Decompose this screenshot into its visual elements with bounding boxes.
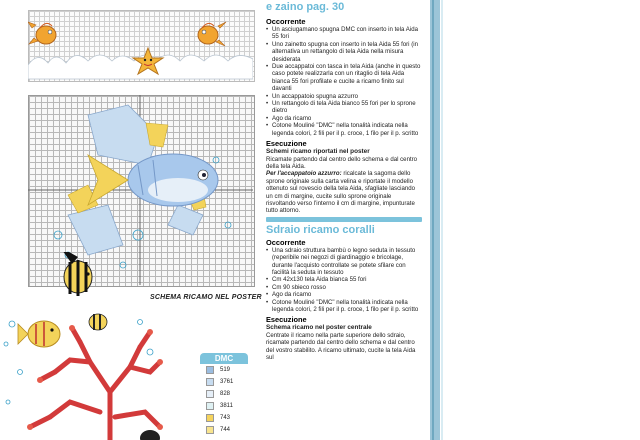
legend-swatch [206, 390, 214, 398]
materials-list [266, 26, 422, 137]
yellow-fish [18, 321, 60, 347]
section-heading: Esecuzione [266, 139, 307, 149]
list-item: • Un asciugamano spugna DMC con inserto in tela Aida 55 fori [266, 26, 422, 41]
legend-code: 519 [220, 367, 231, 373]
legend-swatch [206, 366, 214, 374]
fish-right [198, 22, 226, 46]
legend-swatch [206, 378, 214, 386]
legend-swatch [206, 402, 214, 410]
list-item: • Cotone Mouliné "DMC" nella tonalità indicata nella legenda colori, 2 fili per il p. croce, 1 filo per il p. scritto [266, 122, 422, 137]
legend-title: DMC [200, 353, 248, 364]
list-item: • Due accappatoi con tasca in tela Aida (anche in questo caso potete realizzarla con un ritaglio di tela Aida bianca 55 fori profilate e cucite a ricamo finito sul davanti [266, 63, 422, 93]
list-item: • Un rettangolo di tela Aida bianco 55 fori per lo sprone dietro [266, 100, 422, 115]
list-item: • Una sdraio struttura bambù o legno seduta in tessuto (reperibile nei negozi di giardinaggio e bricolage, durante l'acquisto controllate se potete sfilare con facilità la seduta in tessuto [266, 247, 422, 277]
legend-row [200, 412, 248, 424]
list-item: • Cotone Mouliné "DMC" nella tonalità indicata nella legenda colori, 2 fili per il p. croce, 1 filo per il p. scritto [266, 299, 422, 314]
subheading: Schema ricamo nel poster centrale [266, 324, 372, 332]
legend-row [200, 388, 248, 400]
spine-edge [441, 0, 443, 440]
section-divider [266, 217, 422, 222]
coral-and-fish-illustration [0, 252, 200, 440]
section-heading: Occorrente [266, 237, 306, 247]
materials-list [266, 247, 422, 314]
fish-body [128, 154, 218, 206]
legend-code: 3761 [220, 379, 234, 385]
paragraph: Centrate il ricamo nella parte superiore dello sdraio, ricamate partendo dal centro dello schema e dal centro del vostro stabilito. A ricamo ultimato, cucite la tela Aida sul [266, 331, 416, 362]
fish-left [28, 22, 56, 44]
list-item: • Uno zainetto spugna con inserto in tela Aida 55 fori (in alternativa un rettangolo di tela Aida nella misura desiderata [266, 41, 422, 63]
black-striped-fish [60, 252, 92, 296]
section-heading: Occorrente [266, 17, 306, 26]
paragraph-body: ricalcate la sagoma dello sprone originale sulla carta velina e riportate il modello ottenuto sul rovescio della tela Aida, sfagliate lasciando un cm di margine, cucite sullo sprone originale risvoltando verso l'interno il cm di margine, impunturate tutto attorno. [266, 170, 416, 215]
list-item: • Ago da ricamo [266, 115, 422, 122]
small-striped-fish [89, 314, 107, 330]
list-item: • Cm 42x130 tela Aida bianca 55 fori [266, 276, 422, 283]
legend-row [200, 364, 248, 376]
legend-code: 744 [220, 427, 231, 433]
spine-line [432, 0, 434, 440]
legend-swatch [206, 414, 214, 422]
page-title: e zaino pag. 30 [266, 1, 345, 13]
legend-swatch [206, 426, 214, 434]
list-item: • Un accappatoio spugna azzurro [266, 93, 422, 100]
subheading: Schemi ricamo riportati nel poster [266, 148, 370, 156]
legend-row [200, 400, 248, 412]
dark-fish-bottom [140, 430, 160, 440]
paragraph [266, 170, 422, 214]
legend-row [200, 424, 248, 436]
legend-code: 828 [220, 391, 231, 397]
tail [88, 155, 128, 205]
top-decoration [28, 10, 253, 82]
legend-row [200, 376, 248, 388]
lead-text: Per l'accappatoio azzurro: [266, 170, 342, 178]
instructions-column [266, 0, 422, 440]
paragraph: Ricamate partendo dal centro dello schema e dal centro della tela Aida. [266, 155, 418, 170]
section-heading: Esecuzione [266, 315, 307, 325]
list-item: • Cm 90 sbieco rosso [266, 284, 422, 291]
legend-code: 3811 [220, 403, 233, 409]
chart-caption: SCHEMA RICAMO NEL POSTER [150, 294, 262, 301]
section-title: Sdraio ricamo coralli [266, 223, 375, 236]
dmc-color-legend [200, 353, 248, 436]
list-item: • Ago da ricamo [266, 291, 422, 298]
legend-code: 743 [220, 415, 231, 421]
